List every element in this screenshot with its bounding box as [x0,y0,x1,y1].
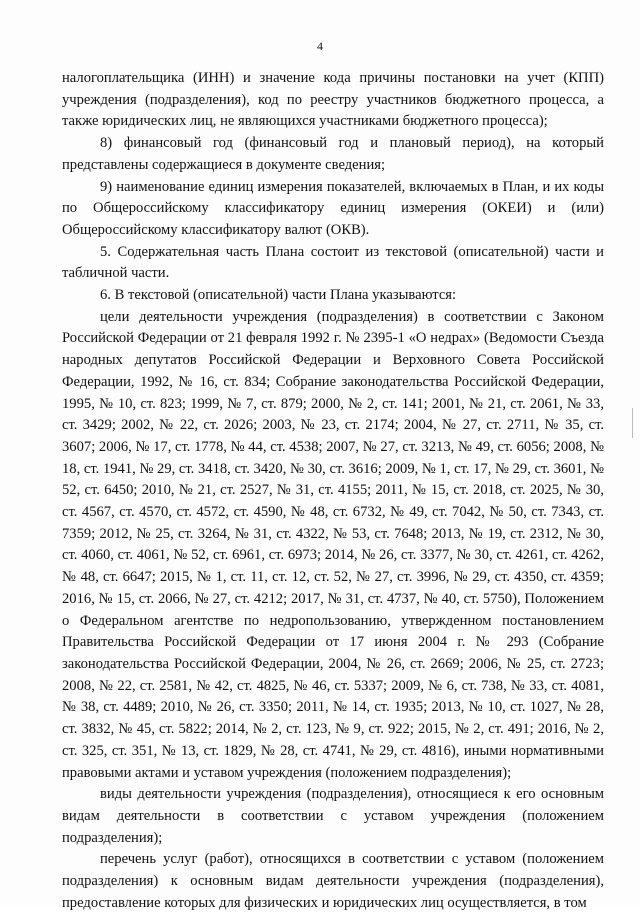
paragraph-activity-types: виды деятельности учреждения (подразделения), относящиеся к его основным видам деятельности в соответствии с уставом учреждения (положением подразделения); [62,786,604,846]
document-body [62,68,604,914]
paragraph-goals: цели деятельности учреждения (подразделения) в соответствии с Законом Российской Федерации от 21 февраля 1992 г. № 2395-1 «О недрах» (Ведомости Съезда народных депутатов Российской Федерации и Верховного Совета Российской Федерации, 1992, № 16, ст. 834; Собрание законодательства Российской Федерации, 1995, № 10, ст. 823; 1999, № 7, ст. 879; 2000, № 2, ст. 141; 2001, № 21, ст. 2061, № 33, ст. 3429; 2002, № 22, ст. 2026; 2003, № 23, ст. 2174; 2004, № 27, ст. 2711, № 35, ст. 3607; 2006, № 17, ст. 1778, № 44, ст. 4538; 2007, № 27, ст. 3213, № 49, ст. 6056; 2008, № 18, ст. 1941, № 29, ст. 3418, ст. 3420, № 30, ст. 3616; 2009, № 1, ст. 17, № 29, ст. 3601, № 52, ст. 6450; 2010, № 21, ст. 2527, № 31, ст. 4155; 2011, № 15, ст. 2018, ст. 2025, № 30, ст. 4567, ст. 4570, ст. 4572, ст. 4590, № 48, ст. 6732, № 49, ст. 7042, № 50, ст. 7343, ст. 7359; 2012, № 25, ст. 3264, № 31, ст. 4322, № 53, ст. 7648; 2013, № 19, ст. 2312, № 30, ст. 4060, ст. 4061, № 52, ст. 6961, ст. 6973; 2014, № 26, ст. 3377, № 30, ст. 4261, ст. 4262, № 48, ст. 6647; 2015, № 1, ст. 11, ст. 12, ст. 52, № 27, ст. 3996, № 29, ст. 4350, ст. 4359; 2016, № 15, ст. 2066, № 27, ст. 4212; 2017, № 31, ст. 4737, № 40, ст. 5750), Положением о Федеральном агентстве по недропользованию, утвержденном постановлением Правительства Российской Федерации от 17 июня 2004 г. № 293 (Собрание законодательства Российской Федерации, 2004, № 26, ст. 2669; 2006, № 25, ст. 2723; 2008, № 22, ст. 2581, № 42, ст. 4825, № 46, ст. 5337; 2009, № 6, ст. 738, № 33, ст. 4081, № 38, ст. 4489; 2010, № 26, ст. 3350; 2011, № 14, ст. 1935; 2013, № 10, ст. 1027, № 28, ст. 3832, № 45, ст. 5822; 2014, № 2, ст. 123, № 9, ст. 922; 2015, № 2, ст. 491; 2016, № 2, ст. 325, ст. 351, № 13, ст. 1829, № 28, ст. 4741, № 29, ст. 4816), иными нормативными правовыми актами и уставом учреждения (положением подразделения); [62,308,604,781]
paragraph-section-6: 6. В текстовой (описательной) части Плана указываются: [100,287,457,304]
paragraph-item-9: 9) наименование единиц измерения показателей, включаемых в План, и их коды по Общероссийскому классификатору единиц измерения (ОКЕИ) и (или) Общероссийскому классификатору валют (ОКВ). [62,178,604,238]
paragraph-section-5: 5. Содержательная часть Плана состоит из текстовой (описательной) части и табличной части. [62,243,604,282]
paragraph-continuation: налогоплательщика (ИНН) и значение кода причины постановки на учет (КПП) учреждения (подразделения), код по реестру участников бюджетного процесса, а также юридических лиц, не являющихся участниками бюджетного процесса); [62,70,604,130]
page-number: 4 [317,39,323,53]
paragraph-item-8: 8) финансовый год (финансовый год и плановый период), на который представлены содержащиеся в документе сведения; [62,135,604,173]
scan-edge-mark [632,408,633,438]
paragraph-services-list: перечень услуг (работ), относящихся в соответствии с уставом (положением подразделения) к основным видам деятельности учреждения (подразделения), предоставление которых для физических и юридических лиц осуществляется, в том [62,851,604,911]
